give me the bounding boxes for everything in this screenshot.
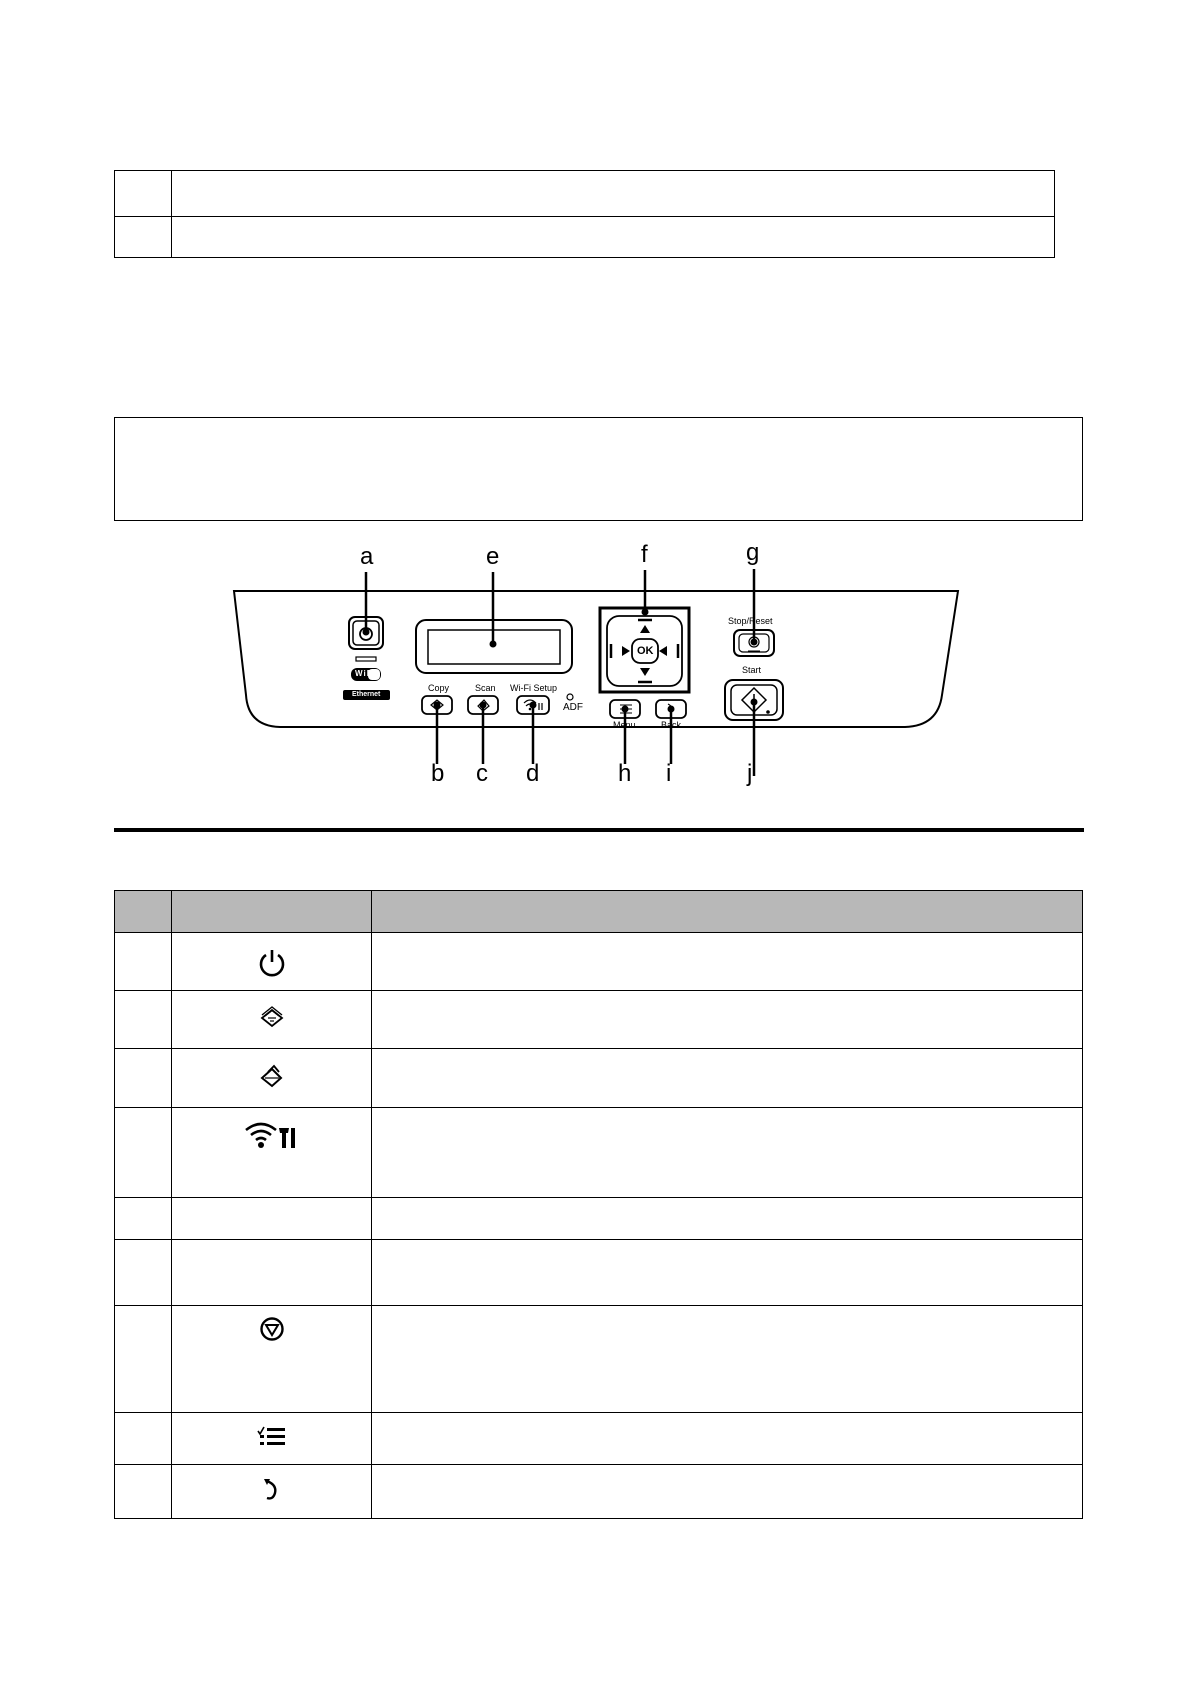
callout-a: a <box>360 543 374 570</box>
wifi-indicator-label: WiFi <box>355 669 376 678</box>
start-label: Start <box>742 665 762 675</box>
top-table <box>114 170 1055 258</box>
row-id <box>115 1049 172 1108</box>
row-id <box>115 1465 172 1519</box>
table-row <box>115 1413 1083 1465</box>
scan-label: Scan <box>475 683 496 693</box>
row-id <box>115 933 172 991</box>
top-table-value-cell <box>172 171 1055 217</box>
adf-light <box>567 694 573 700</box>
table-row <box>115 933 1083 991</box>
left-arrow-icon <box>622 646 630 656</box>
right-arrow-icon <box>659 646 667 656</box>
ok-label: OK <box>637 645 654 657</box>
callout-i: i <box>666 760 672 787</box>
callout-c: c <box>476 760 488 787</box>
callout-b: b <box>431 760 445 787</box>
header-function <box>372 891 1083 933</box>
wifi-setup-label: Wi-Fi Setup <box>510 683 558 693</box>
table-row <box>115 1049 1083 1108</box>
row-id <box>115 991 172 1049</box>
scan-icon <box>259 1063 285 1089</box>
buttons-table <box>114 890 1083 1519</box>
row-id <box>115 1108 172 1198</box>
panel-outline <box>234 591 958 727</box>
callout-g: g <box>746 539 760 566</box>
power-icon <box>258 947 286 977</box>
control-panel-illustration <box>0 530 1190 790</box>
callout-f: f <box>641 541 648 568</box>
down-arrow-icon <box>640 668 650 676</box>
menu-label: Menu <box>613 720 636 730</box>
table-row <box>115 1306 1083 1413</box>
row-description <box>372 1198 1083 1240</box>
adf-label: ADF <box>563 702 583 713</box>
row-description <box>372 991 1083 1049</box>
table-row <box>115 1240 1083 1306</box>
row-id <box>115 1306 172 1413</box>
callout-e: e <box>486 543 500 570</box>
row-id <box>115 1198 172 1240</box>
copy-icon <box>259 1005 285 1029</box>
callout-j: j <box>747 760 753 787</box>
row-description <box>372 1413 1083 1465</box>
wifi-setup-icon <box>244 1120 300 1150</box>
stop-reset-label: Stop/Reset <box>728 616 773 626</box>
row-button <box>172 1240 372 1306</box>
callout-d: d <box>526 760 540 787</box>
row-button <box>172 1198 372 1240</box>
ethernet-indicator-label: Ethernet <box>352 691 381 698</box>
top-table-value-cell <box>172 217 1055 258</box>
header-id <box>115 891 172 933</box>
top-table-key-cell <box>115 217 172 258</box>
menu-icon <box>257 1425 287 1447</box>
table-row <box>115 1198 1083 1240</box>
power-light <box>356 657 376 661</box>
note-box <box>114 417 1083 521</box>
row-description <box>372 1108 1083 1198</box>
row-description <box>372 1240 1083 1306</box>
top-table-key-cell <box>115 171 172 217</box>
section-divider <box>114 828 1084 832</box>
header-button <box>172 891 372 933</box>
table-row <box>115 1465 1083 1519</box>
row-id <box>115 1413 172 1465</box>
back-icon <box>261 1477 283 1503</box>
up-arrow-icon <box>640 625 650 633</box>
row-description <box>372 1049 1083 1108</box>
back-label: Back <box>661 720 682 730</box>
table-row <box>115 991 1083 1049</box>
stop-icon <box>259 1316 285 1342</box>
row-description <box>372 1465 1083 1519</box>
row-description <box>372 933 1083 991</box>
table-header-row <box>115 891 1083 933</box>
copy-label: Copy <box>428 683 450 693</box>
table-row <box>115 1108 1083 1198</box>
callout-h: h <box>618 760 632 787</box>
row-id <box>115 1240 172 1306</box>
row-description <box>372 1306 1083 1413</box>
